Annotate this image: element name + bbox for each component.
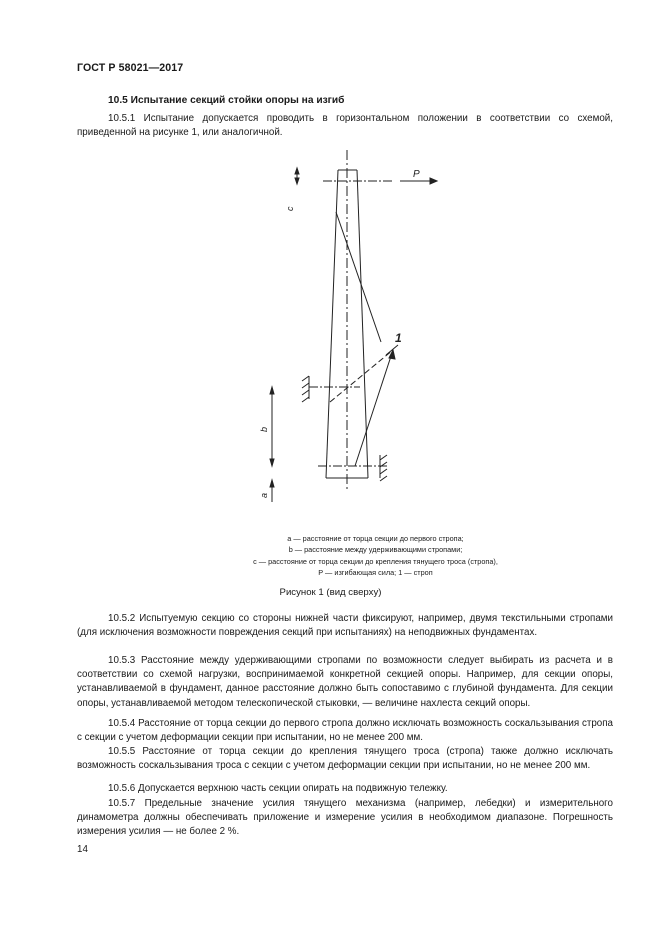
- section-outline-left: [326, 170, 338, 478]
- lower-restraint-hatch: [380, 455, 387, 481]
- label-p: P: [413, 169, 420, 180]
- legend-line: P — изгибающая сила; 1 — строп: [318, 567, 433, 577]
- paragraph-text: 10.5.1 Испытание допускается проводить в горизонтальном положении в соответствии со схемой, приведенной на рисунке 1, или аналогичной.: [77, 113, 613, 139]
- figure-caption: Рисунок 1 (вид сверху): [279, 587, 382, 598]
- figure-legend: [0, 533, 661, 578]
- paragraph-10-5-6: [77, 782, 613, 796]
- legend-line: c — расстояние от торца секции до крепления тянущего троса (стропа),: [253, 556, 498, 566]
- label-b: b: [259, 426, 269, 432]
- paragraph-text: 10.5.6 Допускается верхнюю часть секции опирать на подвижную тележку.: [108, 783, 448, 794]
- page-number: 14: [77, 844, 88, 855]
- paragraph-10-5-2: [77, 612, 613, 640]
- document-header: ГОСТ Р 58021—2017: [77, 62, 184, 74]
- upper-restraint-hatch: [302, 376, 309, 402]
- paragraph-10-5-7: [77, 797, 613, 840]
- force-arrow-head: [430, 178, 437, 184]
- paragraph-10-5-3: [77, 654, 613, 711]
- sling-diagonal: [336, 212, 381, 342]
- dimension-c-arrow-top: [295, 168, 299, 174]
- label-1: 1: [395, 331, 402, 345]
- paragraph-text: 10.5.5 Расстояние от торца секции до крепления тянущего троса (стропа) также должно исключать возможность соскальзывания троса с секции с учетом деформации секции при испытании, но не менее 200 мм.: [77, 746, 613, 772]
- legend-line: a — расстояние от торца секции до первого стропа;: [287, 534, 464, 543]
- paragraph-text: 10.5.3 Расстояние между удерживающими стропами по возможности следует выбирать из расчета и в соответствии со схемой нагрузки, воспринимаемой конкретной секцией опоры. Например, для секции опоры, устанавливаемой в фундамент, данное расстояние должно быть сопоставимо с глубиной фундамента. Для секции опоры, устанавливаемой методом телескопической стыковки, — величине нахлеста секций опоры.: [77, 655, 613, 709]
- section-title: 10.5 Испытание секций стойки опоры на изгиб: [108, 95, 345, 106]
- sling-dashed-line: [330, 350, 393, 402]
- legend-line: b — расстояние между удерживающими стропами;: [288, 545, 463, 555]
- label-a: a: [259, 492, 269, 498]
- dimension-b-arrow-top: [270, 387, 274, 394]
- dimension-b-arrow-bottom: [270, 459, 274, 466]
- sling-rope: [355, 350, 393, 466]
- paragraph-10-5-4: [77, 717, 613, 745]
- label-c: c: [285, 206, 295, 211]
- paragraph-text: 10.5.2 Испытуемую секцию со стороны нижней части фиксируют, например, двумя текстильными стропами (для исключения возможности повреждения секций при испытаниях) на неподвижных фундаментах.: [77, 613, 613, 639]
- dimension-c-arrow-bottom: [295, 178, 299, 184]
- dimension-a-arrow-top: [270, 480, 274, 487]
- paragraph-text: 10.5.7 Предельные значение усилия тянущего механизма (например, лебедки) и измерительного динамометра должны обеспечивать приложение и измерение усилия в необходимом диапазоне. Погрешность измерения усилия — не более 2 %.: [77, 798, 613, 838]
- paragraph-10-5-5: [77, 745, 613, 773]
- paragraph-text: 10.5.4 Расстояние от торца секции до первого стропа должно исключать возможность соскальзывания стропа с секции с учетом деформации секции при испытании, но не менее 200 мм.: [77, 718, 613, 744]
